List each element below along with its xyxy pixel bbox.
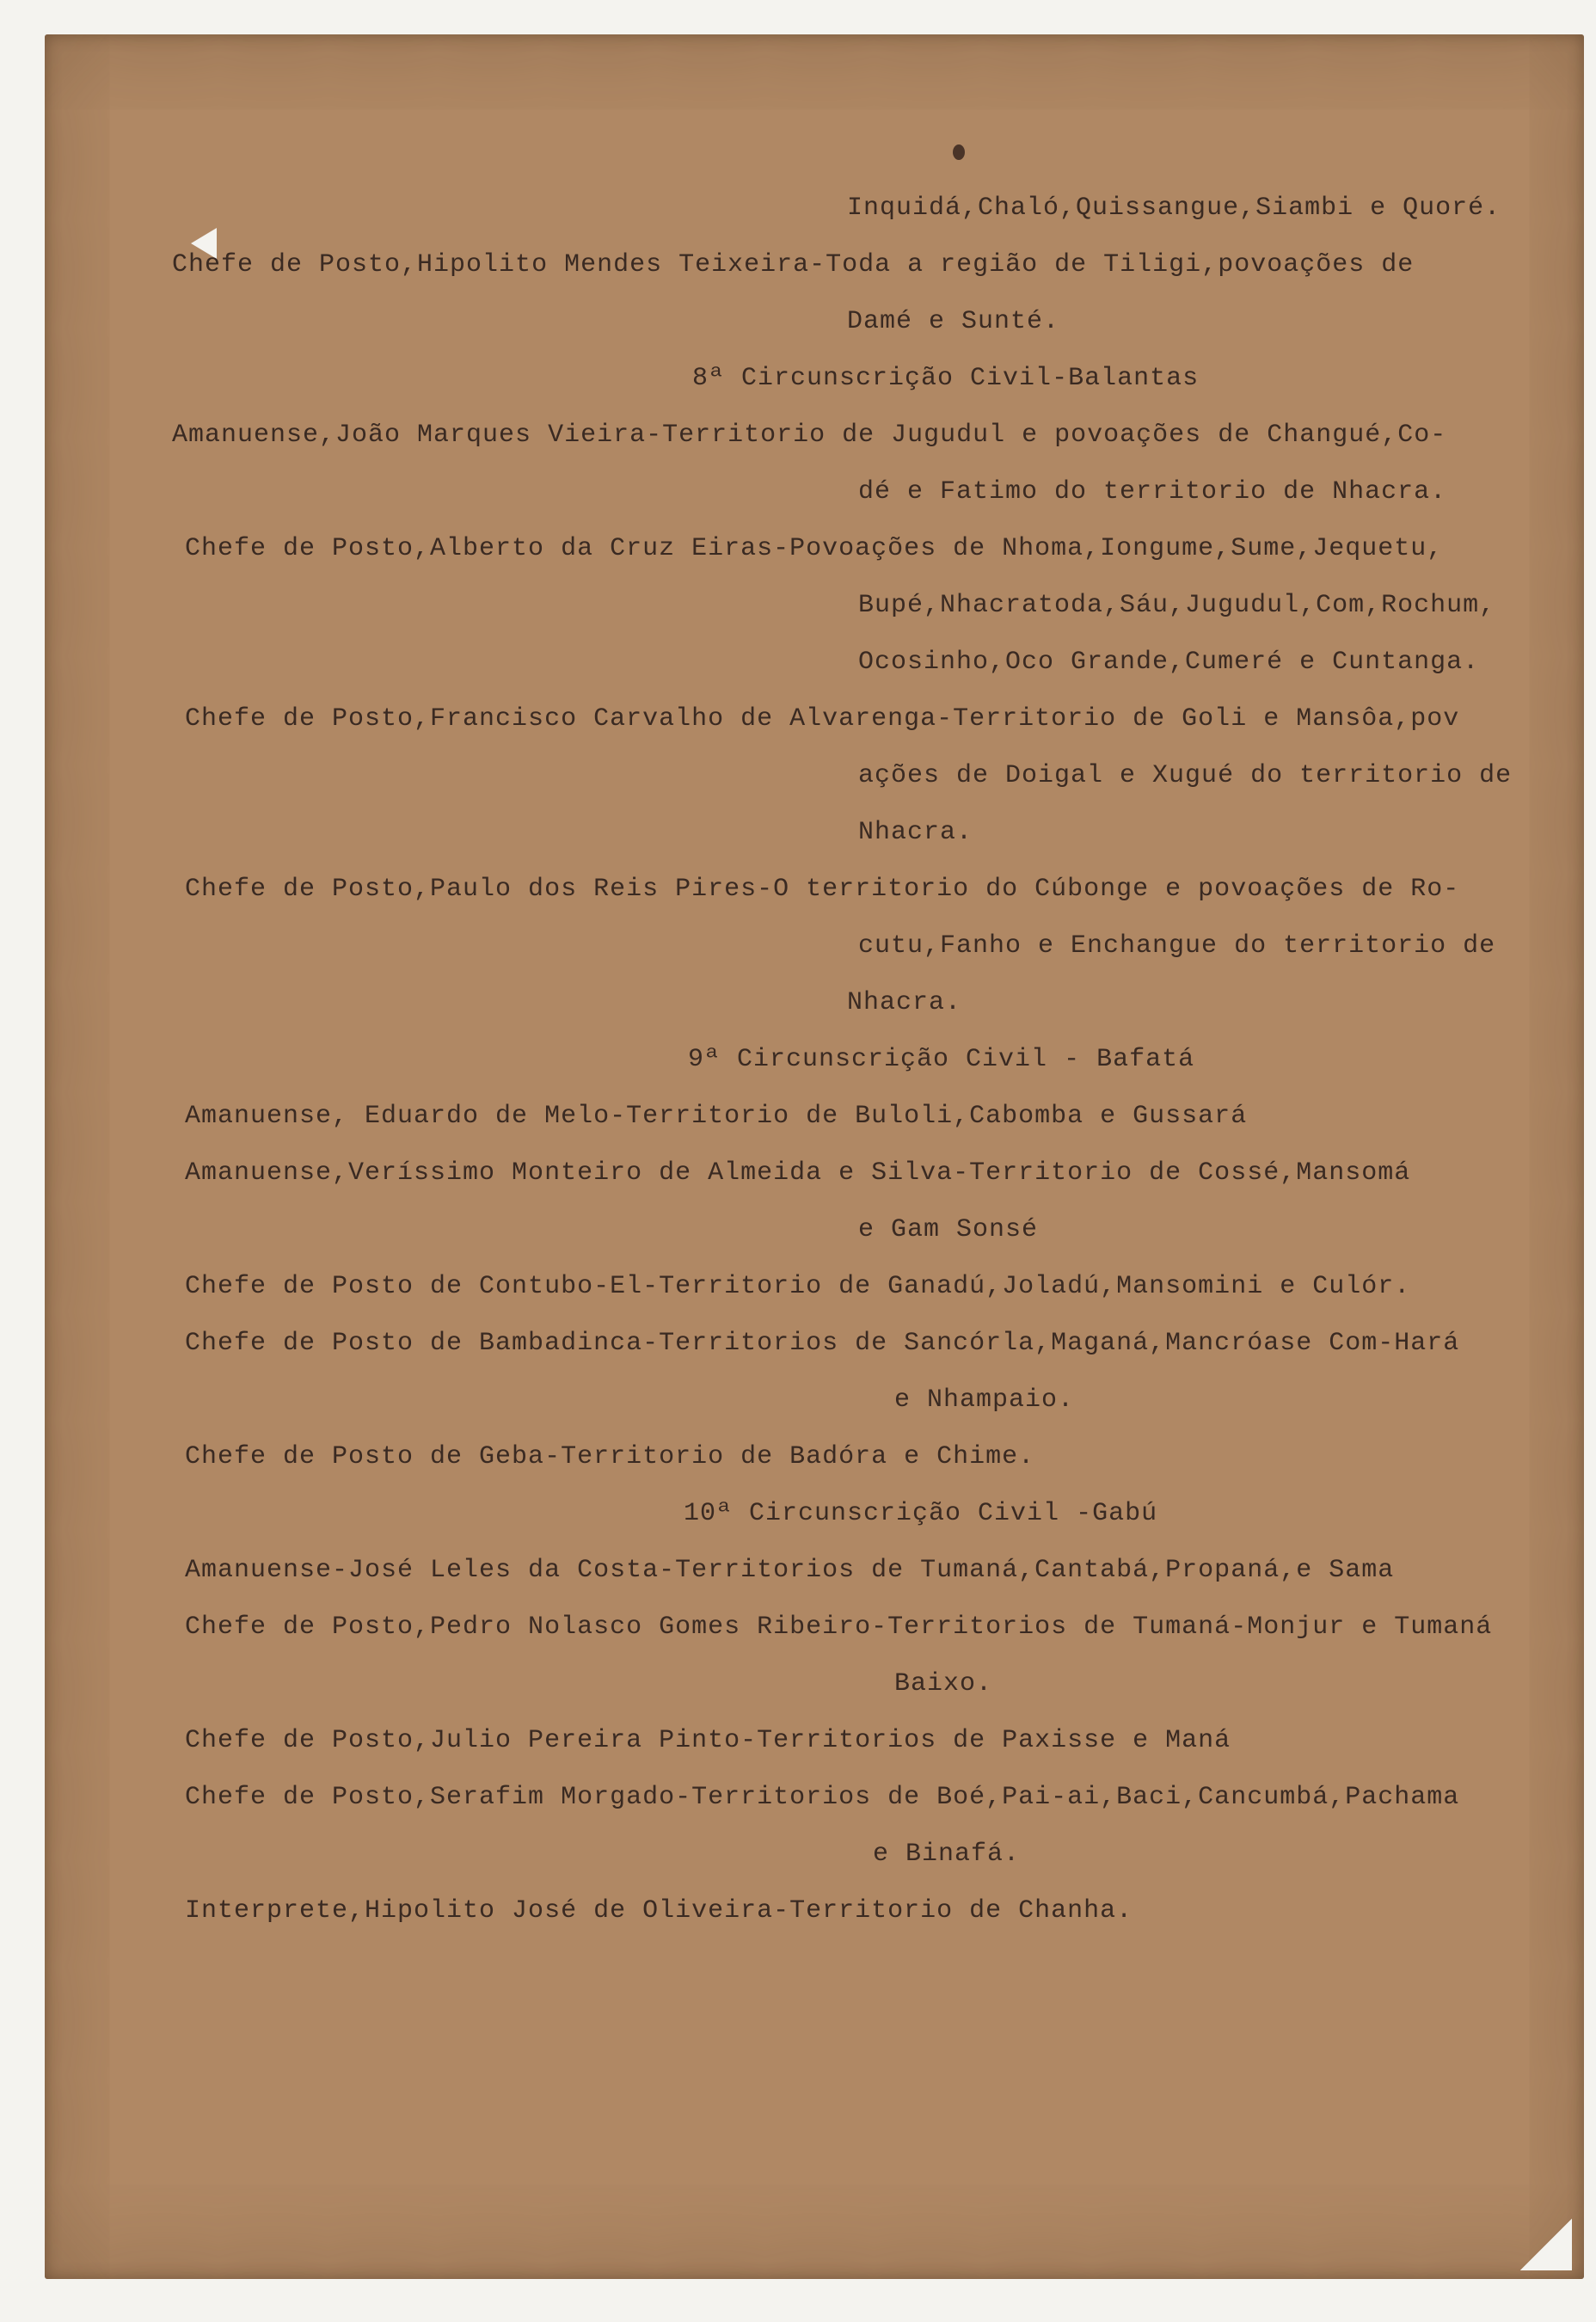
entry-chanha: Interprete,Hipolito José de Oliveira-Territorio de Chanha. (185, 1896, 1133, 1926)
entry-goli-cont-2: Nhacra. (858, 818, 973, 847)
entry-boe-cont: e Binafá. (873, 1840, 1021, 1869)
page-marker-ink-dot (953, 144, 965, 160)
entry-jugudul-cont: dé e Fatimo do territorio de Nhacra. (858, 477, 1447, 507)
entry-nhoma-cont-1: Bupé,Nhacratoda,Sáu,Jugudul,Com,Rochum, (858, 591, 1496, 620)
entry-cubonge-cont-2: Nhacra. (847, 988, 962, 1017)
entry-geba: Chefe de Posto de Geba-Territorio de Badóra e Chime. (185, 1442, 1035, 1471)
entry-bambadinca: Chefe de Posto de Bambadinca-Territorios de Sancórla,Maganá,Mancróase Com-Hará (185, 1329, 1460, 1358)
entry-boe: Chefe de Posto,Serafim Morgado-Territorios de Boé,Pai-ai,Baci,Cancumbá,Pachama (185, 1783, 1460, 1812)
folded-corner (1520, 2219, 1572, 2270)
entry-cosse: Amanuense,Veríssimo Monteiro de Almeida e Silva-Territorio de Cossé,Mansomá (185, 1158, 1411, 1188)
entry-monjur: Chefe de Posto,Pedro Nolasco Gomes Ribeiro-Territorios de Tumaná-Monjur e Tumaná (185, 1612, 1493, 1642)
entry-jugudul: Amanuense,João Marques Vieira-Territorio de Jugudul e povoações de Changué,Co- (172, 421, 1447, 450)
entry-tiligi-cont: Damé e Sunté. (847, 307, 1060, 336)
section-heading-9: 9ª Circunscrição Civil - Bafatá (688, 1045, 1195, 1074)
section-heading-8: 8ª Circunscrição Civil-Balantas (692, 364, 1200, 393)
entry-cubonge-cont-1: cutu,Fanho e Enchangue do territorio de (858, 931, 1496, 961)
entry-cosse-cont: e Gam Sonsé (858, 1215, 1039, 1244)
entry-monjur-cont: Baixo. (894, 1669, 993, 1698)
entry-tiligi: Chefe de Posto,Hipolito Mendes Teixeira-Toda a região de Tiligi,povoações de (172, 250, 1415, 280)
entry-goli: Chefe de Posto,Francisco Carvalho de Alvarenga-Territorio de Goli e Mansôa,pov (185, 704, 1460, 734)
text-line-continuation: Inquidá,Chaló,Quissangue,Siambi e Quoré. (847, 194, 1501, 223)
entry-nhoma-cont-2: Ocosinho,Oco Grande,Cumeré e Cuntanga. (858, 648, 1480, 677)
entry-nhoma: Chefe de Posto,Alberto da Cruz Eiras-Povoações de Nhoma,Iongume,Sume,Jequetu, (185, 534, 1444, 563)
entry-tumana: Amanuense-José Leles da Costa-Territorios de Tumaná,Cantabá,Propaná,e Sama (185, 1556, 1395, 1585)
entry-goli-cont-1: ações de Doigal e Xugué do territorio de (858, 761, 1513, 790)
entry-buloli: Amanuense, Eduardo de Melo-Territorio de Buloli,Cabomba e Gussará (185, 1102, 1248, 1131)
entry-paxisse: Chefe de Posto,Julio Pereira Pinto-Territorios de Paxisse e Maná (185, 1726, 1231, 1755)
entry-bambadinca-cont: e Nhampaio. (894, 1385, 1075, 1415)
entry-contubo: Chefe de Posto de Contubo-El-Territorio de Ganadú,Joladú,Mansomini e Culór. (185, 1272, 1411, 1301)
entry-cubonge: Chefe de Posto,Paulo dos Reis Pires-O territorio do Cúbonge e povoações de Ro- (185, 875, 1460, 904)
section-heading-10: 10ª Circunscrição Civil -Gabú (684, 1499, 1158, 1528)
